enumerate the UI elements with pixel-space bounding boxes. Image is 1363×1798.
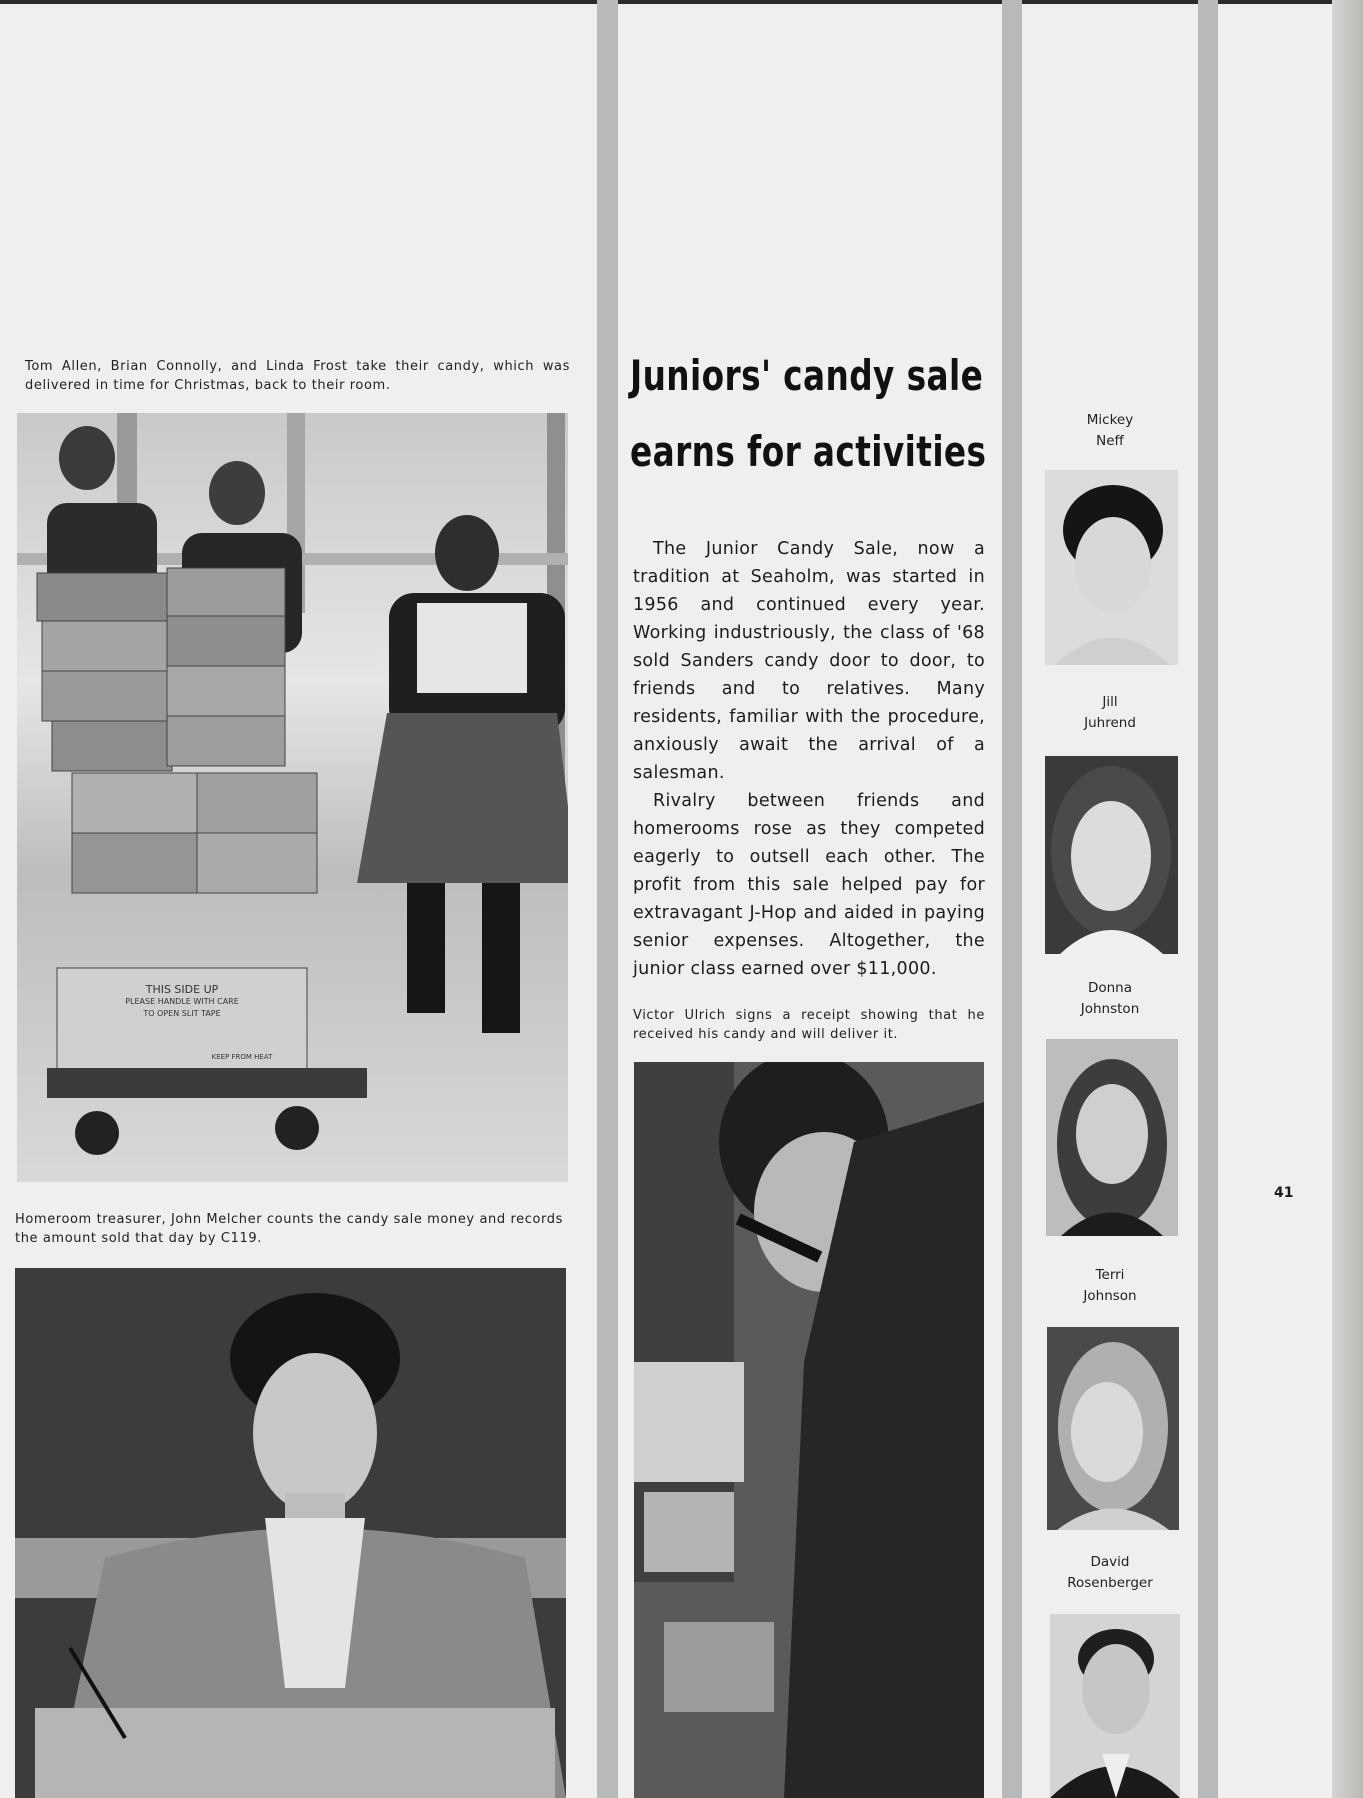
page-gutter-shadow bbox=[1332, 0, 1363, 1798]
portrait-label-4 bbox=[1040, 1265, 1180, 1307]
photo-candy-cart bbox=[17, 413, 568, 1182]
portrait-first-name: Jill bbox=[1102, 694, 1118, 710]
portrait-label-2 bbox=[1040, 692, 1180, 734]
photo-receipt bbox=[634, 1062, 984, 1798]
top-edge bbox=[0, 0, 1363, 4]
article-headline-line-2: earns for activities bbox=[630, 427, 987, 476]
article-body bbox=[633, 535, 985, 983]
column-divider-right bbox=[1198, 0, 1218, 1798]
portrait-last-name: Johnson bbox=[1083, 1288, 1137, 1304]
column-divider-middle bbox=[1002, 0, 1022, 1798]
portrait-photo-terri-johnson bbox=[1047, 1327, 1179, 1530]
column-divider-left bbox=[597, 0, 618, 1798]
portrait-label-5 bbox=[1040, 1552, 1180, 1594]
article-paragraph-2: Rivalry between friends and homerooms rose as they competed eagerly to outsell each other. The profit from this sale helped pay for extravagant J-Hop and aided in paying senior expenses. Altogether, the junior class earned over $11,000. bbox=[633, 791, 985, 979]
portrait-photo-jill-juhrend bbox=[1045, 756, 1178, 954]
caption-receipt: Victor Ulrich signs a receipt showing that he received his candy and will deliver it. bbox=[633, 1008, 985, 1042]
portrait-first-name: Donna bbox=[1087, 980, 1133, 996]
article-paragraph-1: The Junior Candy Sale, now a tradition at Seaholm, was started in 1956 and continued every year. Working industriously, the class of '68 sold Sanders candy door to door, to friends and to relatives. Many residents, familiar with the procedure, anxiously await the arrival of a salesman. bbox=[633, 539, 985, 783]
portrait-first-name: David bbox=[1090, 1554, 1130, 1570]
box-label-this-side-up: THIS SIDE UP bbox=[145, 983, 219, 996]
portrait-last-name: Rosenberger bbox=[1067, 1575, 1153, 1591]
page-number: 41 bbox=[1274, 1185, 1294, 1201]
portrait-first-name: Terri bbox=[1095, 1267, 1125, 1283]
caption-candy-cart: Tom Allen, Brian Connolly, and Linda Frost take their candy, which was delivered in time for Christmas, back to their room. bbox=[25, 359, 570, 393]
portrait-photo-donna-johnston bbox=[1046, 1039, 1178, 1236]
article-headline-line-1: Juniors' candy sale bbox=[630, 351, 984, 400]
portrait-photo-david-rosenberger bbox=[1050, 1614, 1180, 1798]
portrait-last-name: Juhrend bbox=[1084, 715, 1136, 731]
portrait-label-3 bbox=[1040, 978, 1180, 1020]
portrait-last-name: Johnston bbox=[1080, 1001, 1140, 1017]
box-label-handle-with-care: PLEASE HANDLE WITH CARE bbox=[125, 997, 239, 1006]
caption-treasurer: Homeroom treasurer, John Melcher counts the candy sale money and records the amount sold that day by C119. bbox=[15, 1212, 563, 1246]
portrait-first-name: Mickey bbox=[1086, 412, 1134, 428]
portrait-last-name: Neff bbox=[1096, 433, 1124, 449]
portrait-label-1 bbox=[1040, 410, 1180, 452]
photo-treasurer bbox=[15, 1268, 566, 1798]
box-label-keep-from-heat: KEEP FROM HEAT bbox=[211, 1053, 273, 1061]
portrait-photo-mickey-neff bbox=[1045, 470, 1178, 665]
box-label-slit-tape: TO OPEN SLIT TAPE bbox=[143, 1009, 221, 1018]
